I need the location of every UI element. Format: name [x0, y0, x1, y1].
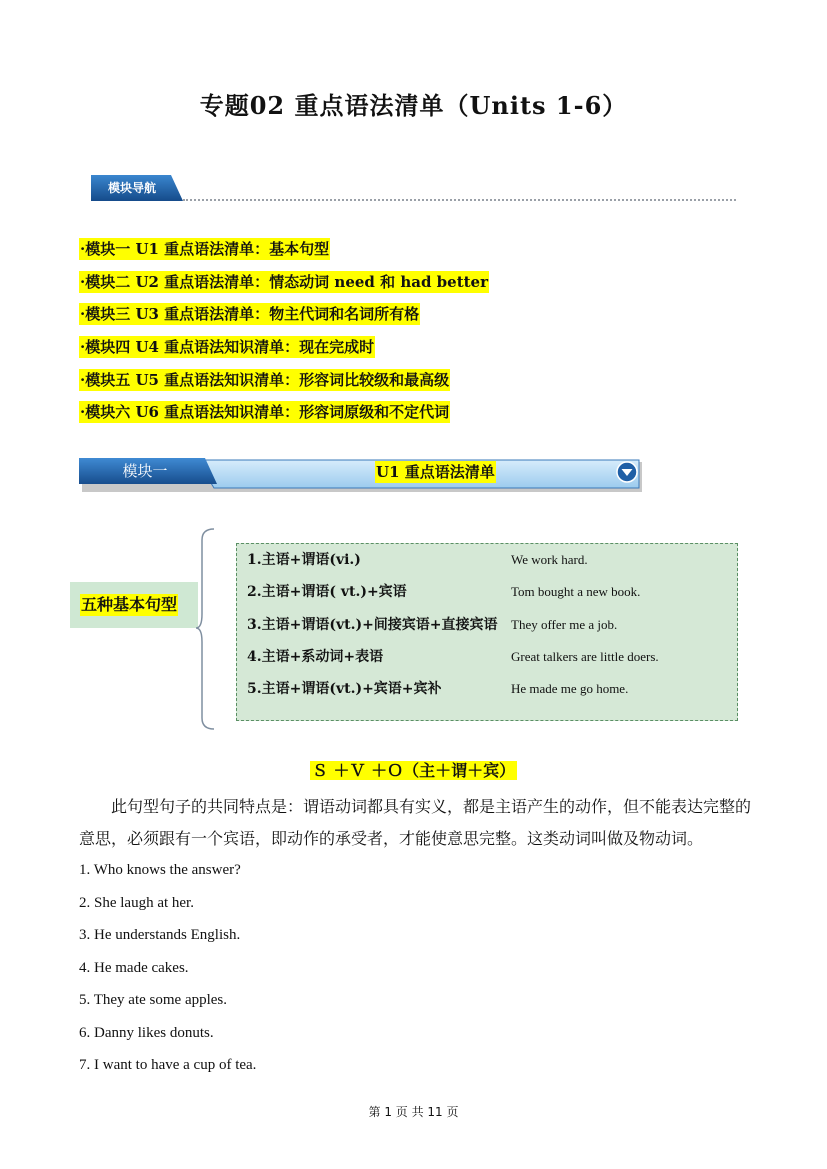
module-item[interactable]: ·模块五 U5 重点语法知识清单：形容词比较级和最高级: [80, 371, 450, 389]
example-sentence: 6. Danny likes donuts.: [79, 1025, 214, 1041]
example-sentence: 2. She laugh at her.: [79, 895, 194, 911]
module-item[interactable]: ·模块六 U6 重点语法知识清单：形容词原级和不定代词: [80, 403, 450, 421]
brace-shape: [196, 528, 216, 734]
section-title: U1 重点语法清单: [376, 463, 495, 481]
pattern-structure: 4.主语+系动词+表语: [247, 649, 384, 665]
page-footer: 第 1 页 共 11 页: [368, 1105, 459, 1119]
pattern-structure: 1.主语+谓语(vi.): [247, 552, 361, 568]
module-item[interactable]: ·模块三 U3 重点语法清单：物主代词和名词所有格: [80, 305, 420, 323]
patterns-label-box: [70, 582, 198, 628]
example-sentence: 4. He made cakes.: [79, 960, 189, 976]
module-item[interactable]: ·模块四 U4 重点语法知识清单：现在完成时: [80, 338, 375, 356]
page-title: 专题02 重点语法清单（Units 1-6）: [199, 91, 628, 120]
chevron-down-circle-icon[interactable]: [616, 461, 638, 487]
pattern-structure: 5.主语+谓语(vt.)+宾语+宾补: [247, 681, 442, 697]
module-item[interactable]: ·模块二 U2 重点语法清单：情态动词 need 和 had better: [80, 273, 489, 291]
pattern-example: He made me go home.: [511, 681, 629, 696]
pattern-example: Great talkers are little doers.: [511, 649, 659, 664]
example-sentence: 1. Who knows the answer?: [79, 862, 241, 878]
module-nav-label: 模块导航: [107, 181, 156, 195]
svo-heading-text: Ｓ ＋Ｖ ＋Ｏ（主＋谓＋宾）: [311, 761, 516, 780]
pattern-example: Tom bought a new book.: [511, 584, 641, 599]
patterns-label: 五种基本句型: [81, 595, 178, 614]
section-banner: [79, 458, 644, 494]
section-tab-label: 模块一: [122, 462, 168, 480]
pattern-example: We work hard.: [511, 552, 588, 567]
patterns-table: [236, 543, 738, 721]
pattern-structure: 2.主语+谓语( vt.)+宾语: [247, 584, 407, 600]
example-sentence: 3. He understands English.: [79, 927, 241, 943]
pattern-structure: 3.主语+谓语(vt.)+间接宾语+直接宾语: [247, 617, 498, 633]
example-sentence: 5. They ate some apples.: [79, 992, 228, 1008]
example-sentence: 7. I want to have a cup of tea.: [79, 1057, 257, 1073]
svo-paragraph: 此句型句子的共同特点是：谓语动词都具有实义，都是主语产生的动作，但不能表达完整的意思，必须跟有一个宾语，即动作的承受者，才能使意思完整。这类动词叫做及物动词。: [79, 797, 752, 848]
module-item[interactable]: ·模块一 U1 重点语法清单：基本句型: [80, 240, 330, 258]
module-nav-tab: [91, 175, 183, 201]
nav-divider: [183, 199, 736, 201]
svo-heading: [0, 760, 827, 782]
pattern-example: They offer me a job.: [511, 617, 618, 632]
